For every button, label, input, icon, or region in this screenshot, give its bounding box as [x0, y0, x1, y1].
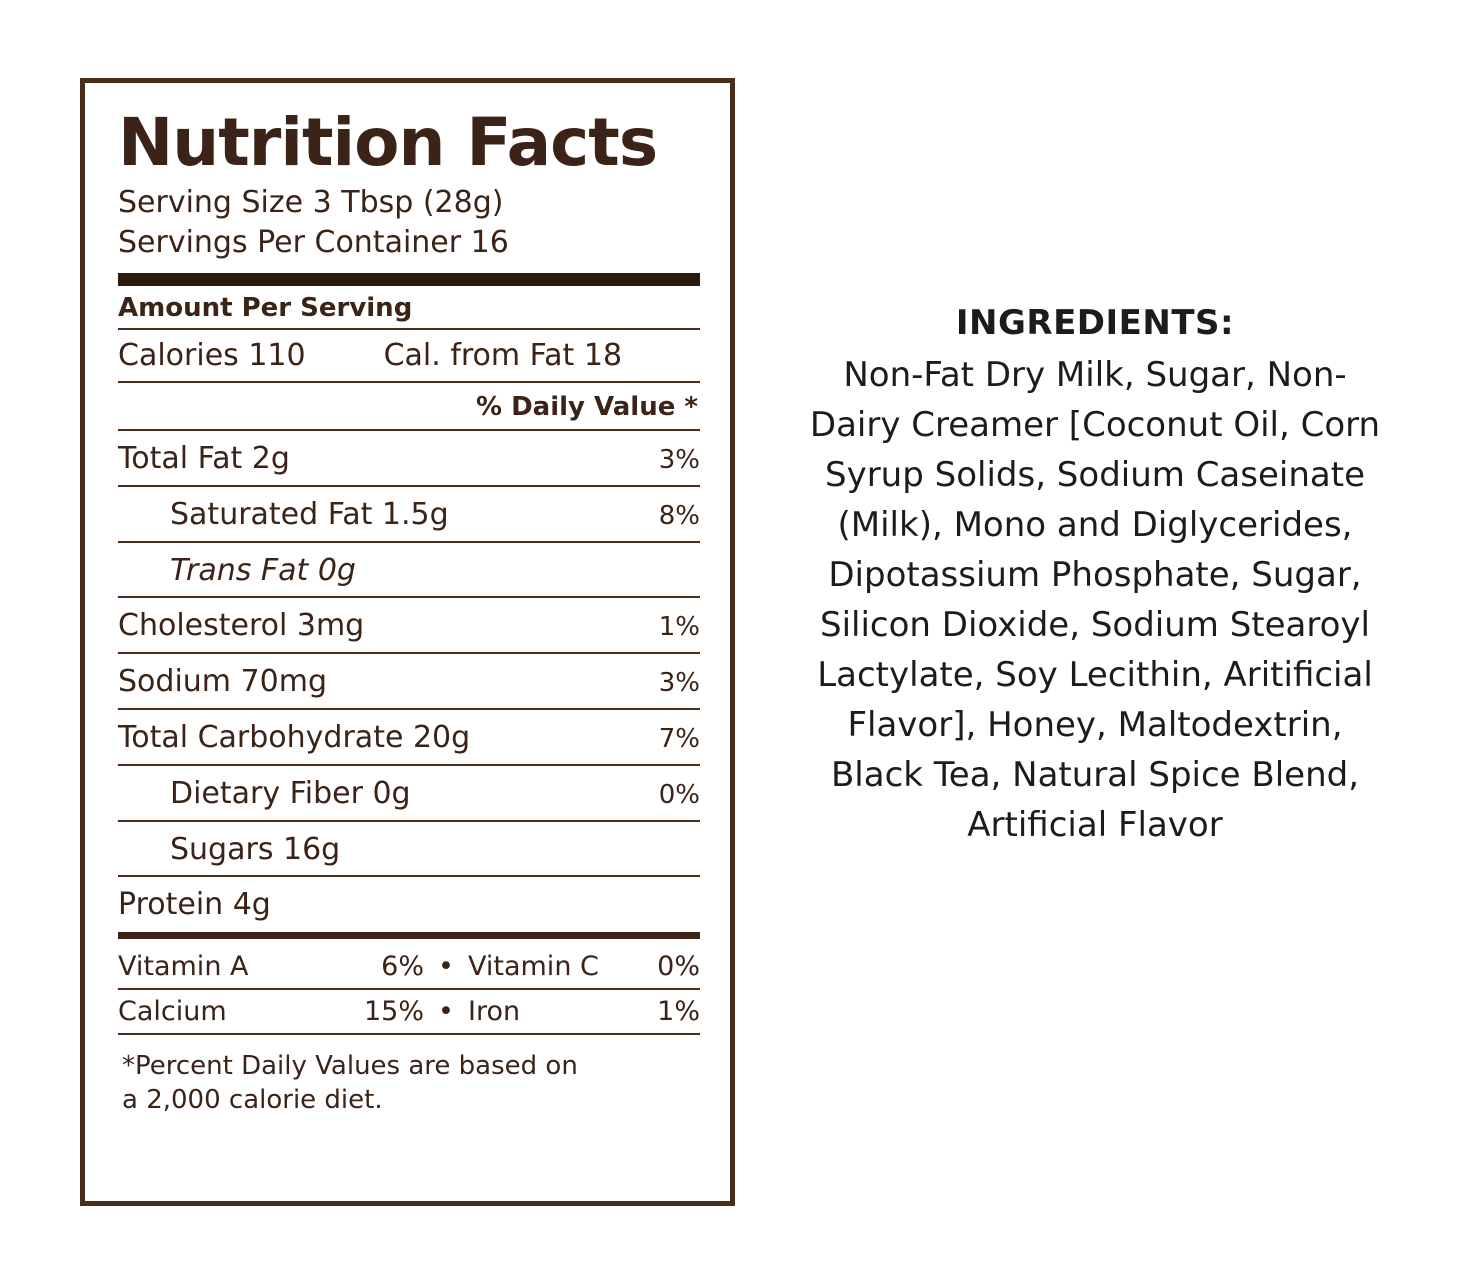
table-row [118, 543, 700, 596]
nutrient-label: Protein 4g [118, 887, 271, 922]
nutrient-daily-value: 3% [658, 668, 700, 698]
ingredients-text: Non-Fat Dry Milk, Sugar, Non-Dairy Creamer [Coconut Oil, Corn Syrup Solids, Sodium Caseinate (Milk), Mono and Diglycerides, Dipotassium Phosphate, Sugar, Silicon Dioxide, Sodium Stearoyl Lactylate, Soy Lecithin, Aritificial Flavor], Honey, Maltodextrin, Black Tea, Natural Spice Blend, Artificial Flavor [809, 355, 1381, 845]
ingredients-block [800, 300, 1390, 850]
table-row [118, 766, 700, 820]
vitamin-name: Iron [468, 996, 521, 1027]
nutrient-daily-value: 8% [658, 501, 700, 531]
nutrient-label: Total Fat 2g [118, 441, 290, 476]
calories-row [118, 330, 700, 381]
separator-dot-icon: • [438, 951, 454, 982]
nutrient-daily-value: 3% [658, 445, 700, 475]
serving-size: Serving Size 3 Tbsp (28g) [118, 185, 504, 220]
nutrient-label: Sugars 16g [170, 832, 341, 867]
vitamin-name: Vitamin A [118, 951, 249, 982]
nutrient-label: Trans Fat 0g [170, 553, 356, 588]
vitamins-section [118, 939, 700, 1035]
table-row [118, 822, 700, 875]
vitamin-value: 15% [363, 996, 424, 1027]
servings-per-container: Servings Per Container 16 [118, 225, 509, 260]
separator-dot-icon: • [438, 996, 454, 1027]
table-row [118, 598, 700, 652]
nutrient-label: Total Carbohydrate 20g [118, 720, 471, 755]
vitamin-value: 1% [657, 996, 700, 1027]
table-row [118, 945, 700, 988]
vitamin-value: 0% [657, 951, 700, 982]
table-row [118, 710, 700, 764]
table-row [118, 431, 700, 485]
nutrient-label: Sodium 70mg [118, 664, 327, 699]
nutrient-daily-value: 0% [658, 780, 700, 810]
vitamin-name: Calcium [118, 996, 227, 1027]
nutrient-label: Dietary Fiber 0g [170, 776, 411, 811]
page-title: Nutrition Facts [118, 104, 658, 181]
nutrient-label: Cholesterol 3mg [118, 608, 365, 643]
table-row [118, 990, 700, 1033]
daily-value-header: % Daily Value * [475, 392, 698, 422]
table-row [118, 654, 700, 708]
nutrient-label: Saturated Fat 1.5g [170, 497, 449, 532]
ingredients-title: INGREDIENTS: [955, 303, 1235, 343]
vitamin-name: Vitamin C [468, 951, 599, 982]
nutrient-daily-value: 7% [658, 724, 700, 754]
table-row [118, 487, 700, 541]
vitamin-value: 6% [381, 951, 424, 982]
calories-from-fat-value: Cal. from Fat 18 [383, 338, 623, 373]
divider-thick [118, 273, 700, 286]
nutrition-facts-panel [80, 78, 735, 1206]
divider-medium [118, 932, 700, 939]
nutrient-daily-value: 1% [658, 612, 700, 642]
calories-value: Calories 110 [118, 338, 306, 373]
footnote-line-2: a 2,000 calorie diet. [122, 1085, 383, 1115]
footnote-line-1: *Percent Daily Values are based on [122, 1051, 578, 1081]
table-row [118, 877, 700, 930]
daily-value-footnote [118, 1035, 700, 1117]
amount-per-serving-label: Amount Per Serving [118, 293, 413, 323]
